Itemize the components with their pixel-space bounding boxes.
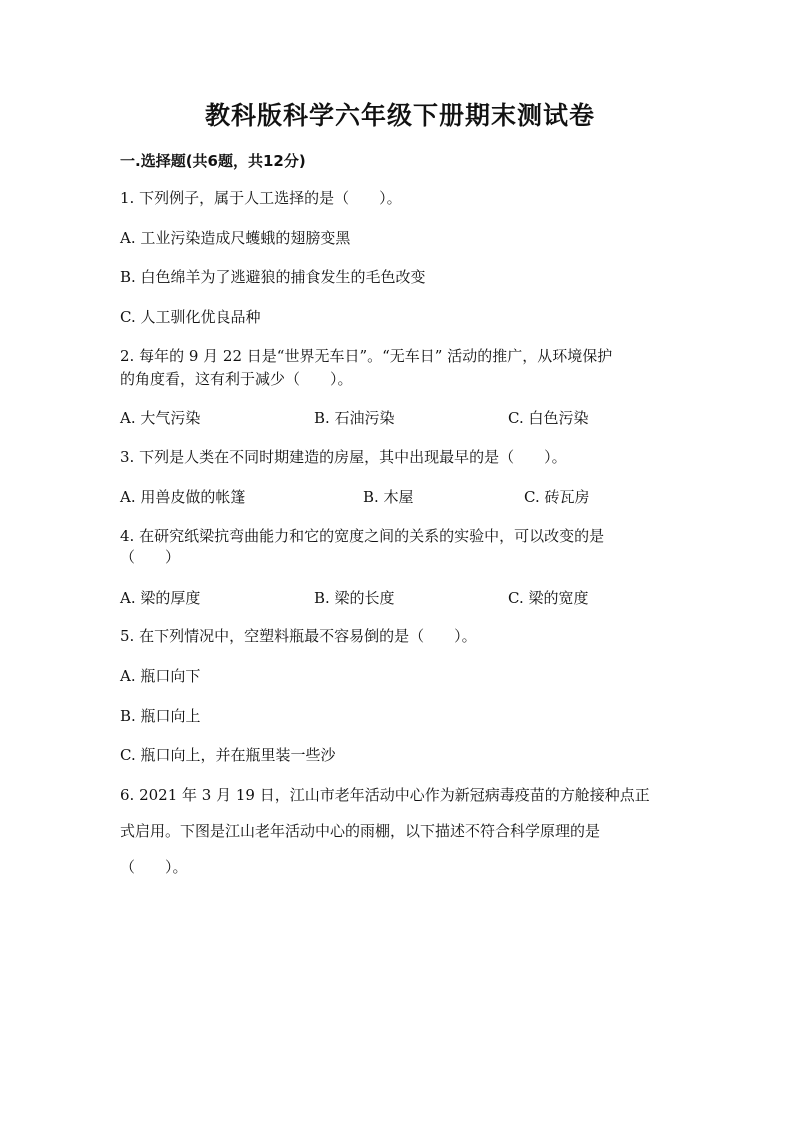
question-2-stem-line-2: 的角度看，这有利于减少（ ）。	[120, 370, 353, 388]
question-5-stem: 5. 在下列情况中，空塑料瓶最不容易倒的是（ ）。	[120, 627, 477, 645]
question-3-option-a: A. 用兽皮做的帐篷	[120, 488, 246, 506]
question-5-option-c: C. 瓶口向上，并在瓶里装一些沙	[120, 746, 336, 764]
question-4-option-c: C. 梁的宽度	[508, 589, 589, 607]
question-5-option-b: B. 瓶口向上	[120, 707, 201, 725]
question-1-option-a: A. 工业污染造成尺蠖蛾的翅膀变黑	[120, 229, 351, 247]
question-2-option-c: C. 白色污染	[508, 409, 589, 427]
question-3-stem: 3. 下列是人类在不同时期建造的房屋，其中出现最早的是（ ）。	[120, 448, 567, 466]
page-title: 教科版科学六年级下册期末测试卷	[204, 101, 595, 130]
question-5-option-a: A. 瓶口向下	[120, 667, 201, 685]
question-4-option-a: A. 梁的厚度	[120, 589, 201, 607]
section-heading: 一.选择题(共6题，共12分)	[120, 152, 306, 170]
question-6-stem-line-1: 6. 2021 年 3 月 19 日，江山市老年活动中心作为新冠病毒疫苗的方舱接种点正	[120, 786, 650, 804]
question-4-option-b: B. 梁的长度	[314, 589, 395, 607]
question-1-stem: 1. 下列例子，属于人工选择的是（ ）。	[120, 189, 402, 207]
question-6-stem-line-2: 式启用。下图是江山老年活动中心的雨棚，以下描述不符合科学原理的是	[120, 822, 601, 840]
question-3-option-b: B. 木屋	[363, 488, 414, 506]
question-2-option-a: A. 大气污染	[120, 409, 201, 427]
question-6-stem-line-3: （ ）。	[120, 858, 188, 876]
question-1-option-c: C. 人工驯化优良品种	[120, 308, 261, 326]
question-4-stem-line-2: （ ）	[120, 548, 181, 566]
question-2-stem-line-1: 2. 每年的 9 月 22 日是“世界无车日”。“无车日” 活动的推广，从环境保护	[120, 347, 613, 365]
question-1-option-b: B. 白色绵羊为了逃避狼的捕食发生的毛色改变	[120, 268, 426, 286]
question-3-option-c: C. 砖瓦房	[524, 488, 590, 506]
question-4-stem-line-1: 4. 在研究纸梁抗弯曲能力和它的宽度之间的关系的实验中，可以改变的是	[120, 527, 605, 545]
question-2-option-b: B. 石油污染	[314, 409, 395, 427]
